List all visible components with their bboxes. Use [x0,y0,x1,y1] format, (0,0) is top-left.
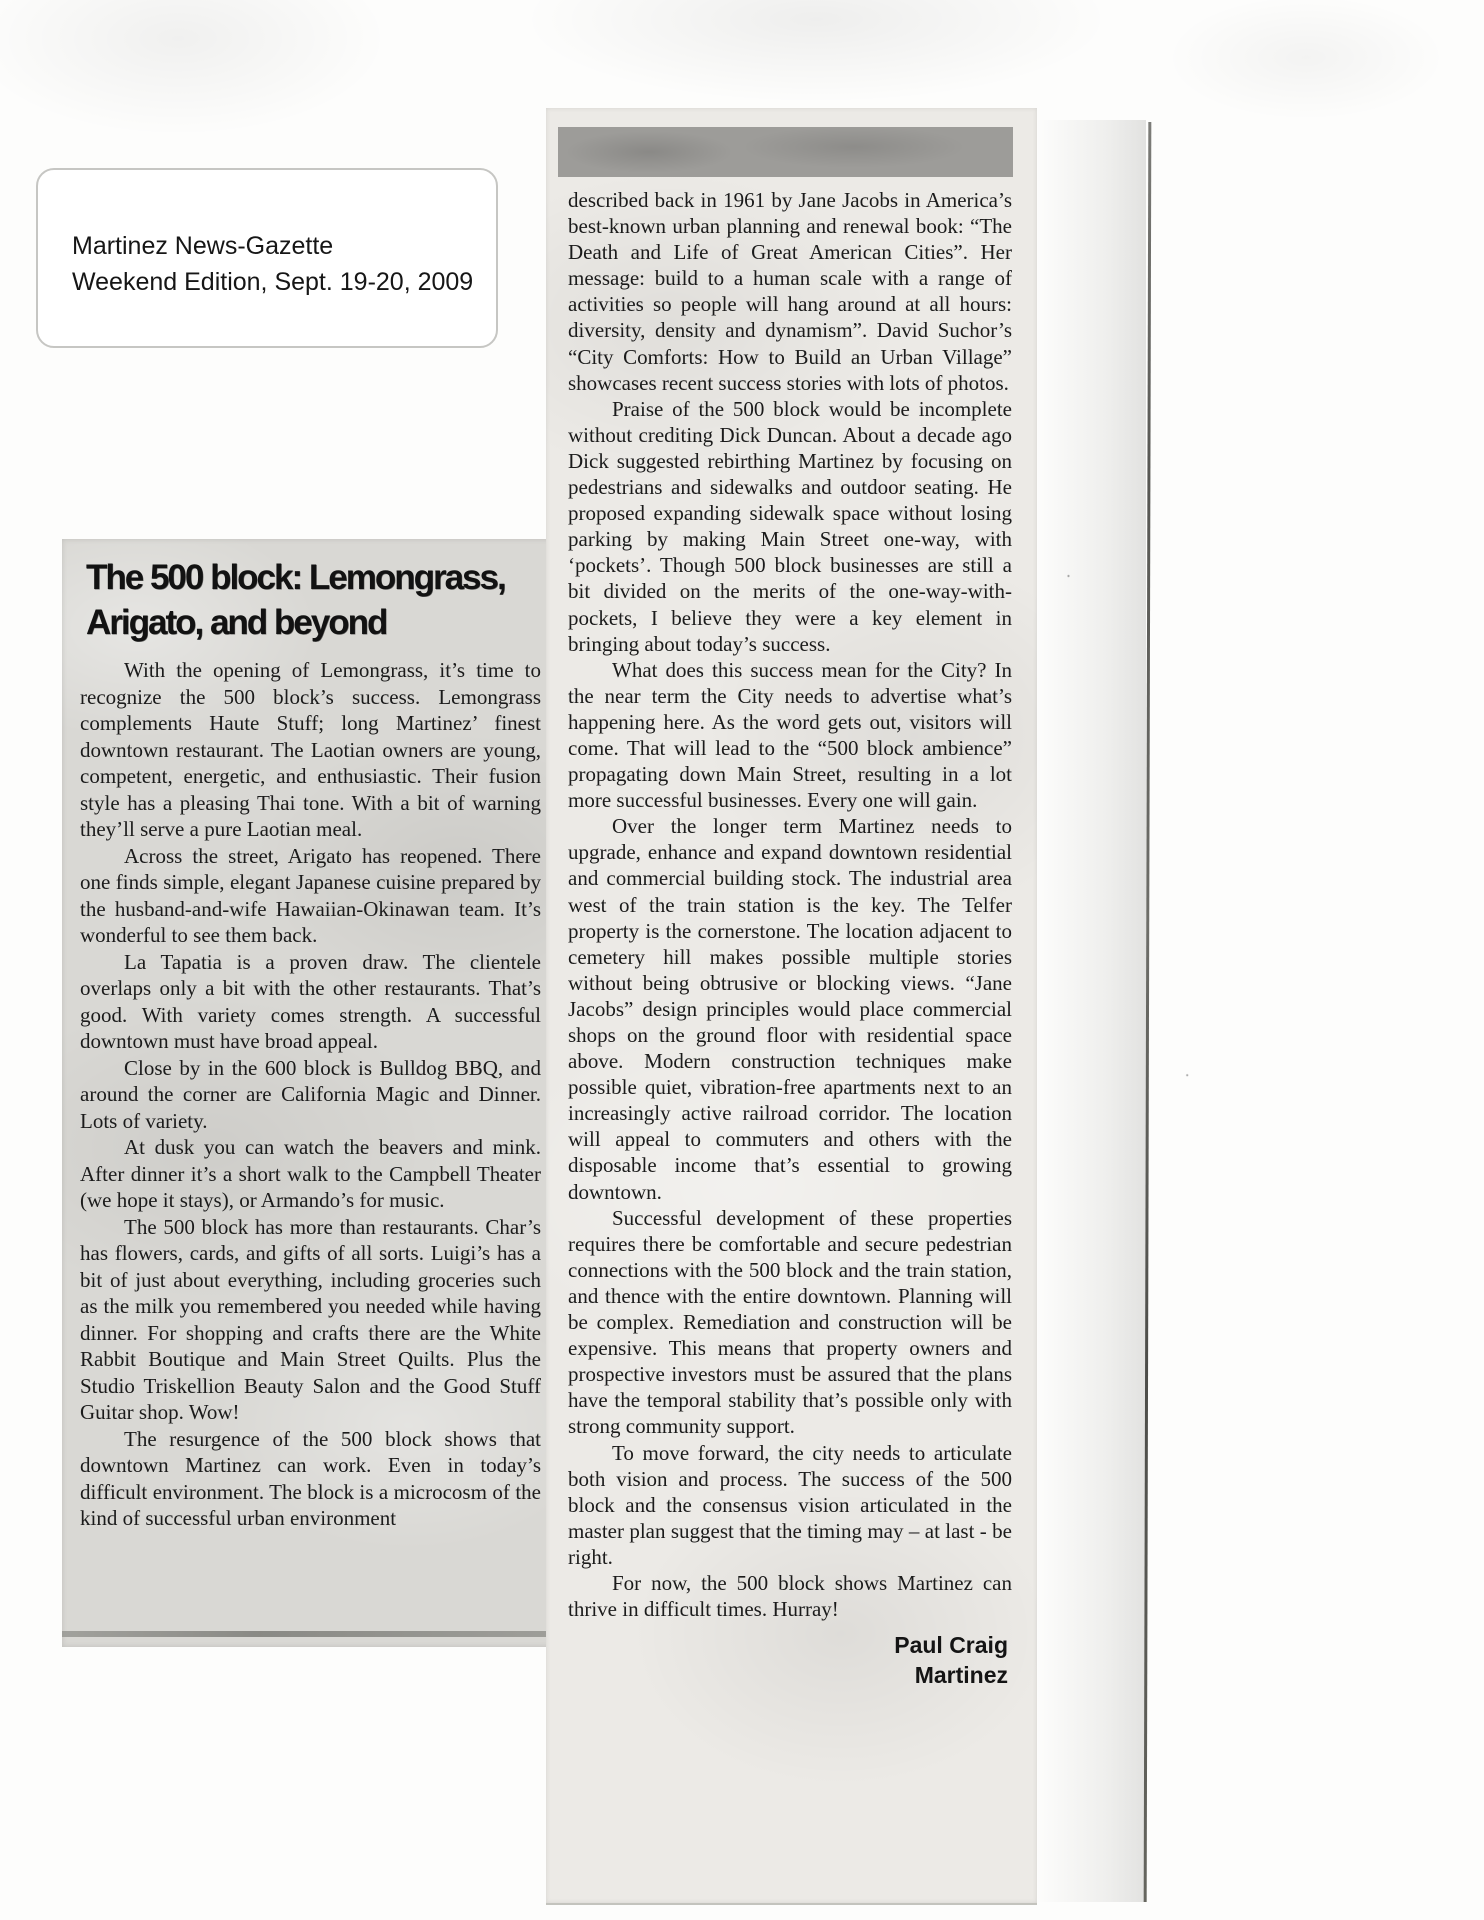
article-paragraph: Over the longer term Martinez needs to upgrade, enhance and expand downtown residential and commercial building stock. The industrial area west of the train station is the key. The Telfer property is the cornerstone. The location adjacent to cemetery hill makes possible multiple stories without being obtrusive or blocking views. “Jane Jacobs” design principles would place commercial shops on the ground floor with residential space above. Modern construction techniques make possible quiet, vibration-free apartments next to an increasingly active railroad corridor. The location will appeal to commuters and others with the disposable income that’s essential to growing downtown. [568,814,1012,1204]
article-paragraph: La Tapatia is a proven draw. The clientele overlaps only a bit with the other restaurants. That’s good. With variety comes strength. A successful downtown must have broad appeal. [80,949,541,1053]
signature-location: Martinez [914,1662,1008,1689]
right-column-text [568,187,1012,1690]
scan-shadow-band [1036,120,1146,1902]
right-column-clipping [546,108,1037,1905]
article-paragraph: Praise of the 500 block would be incomplete without crediting Dick Duncan. About a decade ago Dick suggested rebirthing Martinez by focusing on pedestrians and sidewalks and outdoor seating. He proposed expanding sidewalk space without losing parking by making Main Street one-way, with ‘pockets’. Though 500 block businesses are still a bit divided on the merits of the one-way-with-pockets, I believe they were a key element in bringing about today’s success. [568,396,1012,656]
article-paragraph: Successful development of these properties requires there be comfortable and secure pedestrian connections with the 500 block and the train station, and thence with the entire downtown. Planning will be complex. Remediation and construction will be expensive. This means that property owners and prospective investors must be assured that the plans have the temporal stability that’s possible only with strong community support. [568,1205,1012,1439]
headline-line-1: The 500 block: Lemongrass, [86,558,505,597]
article-paragraph: The 500 block has more than restaurants. Char’s has flowers, cards, and gifts of all sorts. Luigi’s has a bit of just about everything, including groceries such as the milk you remembered you needed while having dinner. For shopping and crafts there are the White Rabbit Boutique and Main Street Quilts. Plus the Studio Triskellion Beauty Salon and the Good Stuff Guitar shop. Wow! [80,1214,541,1424]
headline-line-2: Arigato, and beyond [86,603,387,642]
article-paragraph: At dusk you can watch the beavers and mink. After dinner it’s a short walk to the Campbell Theater (we hope it stays), or Armando’s for music. [80,1135,541,1212]
newspaper-title: Martinez News-Gazette [72,232,334,260]
article-paragraph: For now, the 500 block shows Martinez can thrive in difficult times. Hurray! [568,1570,1012,1622]
article-paragraph: To move forward, the city needs to articulate both vision and process. The success of the 500 block and the consensus vision articulated in the master plan suggest that the timing may – at last - be right. [568,1440,1012,1569]
article-paragraph: described back in 1961 by Jane Jacobs in America’s best-known urban planning and renewal book: “The Death and Life of Great American Cities”. Her message: build to a human scale with a range of activities so people will hang around at all hours: diversity, density and dynamism”. David Suchor’s “City Comforts: How to Build an Urban Village” showcases recent success stories with lots of photos. [568,188,1012,395]
article-paragraph: Close by in the 600 block is Bulldog BBQ, and around the corner are California Magic and Dinner. Lots of variety. [80,1055,541,1133]
scan-dark-bar [558,127,1013,177]
signature-name: Paul Craig [894,1632,1008,1659]
article-paragraph: With the opening of Lemongrass, it’s time to recognize the 500 block’s success. Lemongrass complements Haute Stuff; long Martinez’ finest downtown restaurant. The Laotian owners are young, competent, energetic, and enthusiastic. Their fusion style has a pleasing Thai tone. With a bit of warning they’ll serve a pure Laotian meal. [80,658,541,841]
article-paragraph: Across the street, Arigato has reopened. There one finds simple, elegant Japanese cuisine prepared by the husband-and-wife Hawaiian-Okinawan team. It’s wonderful to see them back. [80,843,541,947]
article-headline [62,539,557,645]
signature-block [568,1630,1012,1690]
newspaper-edition: Weekend Edition, Sept. 19-20, 2009 [72,268,474,296]
left-column-clipping [62,539,557,1647]
article-paragraph: The resurgence of the 500 block shows that downtown Martinez can work. Even in today’s difficult environment. The block is a microcosm of the kind of successful urban environment [80,1426,541,1530]
article-paragraph: What does this success mean for the City? In the near term the City needs to advertise what’s happening here. As the word gets out, visitors will come. That will lead to the “500 block ambience” propagating down Main Street, resulting in a lot more successful businesses. Every one will gain. [568,657,1012,813]
left-column-text [62,645,557,1532]
header-card [36,168,498,348]
